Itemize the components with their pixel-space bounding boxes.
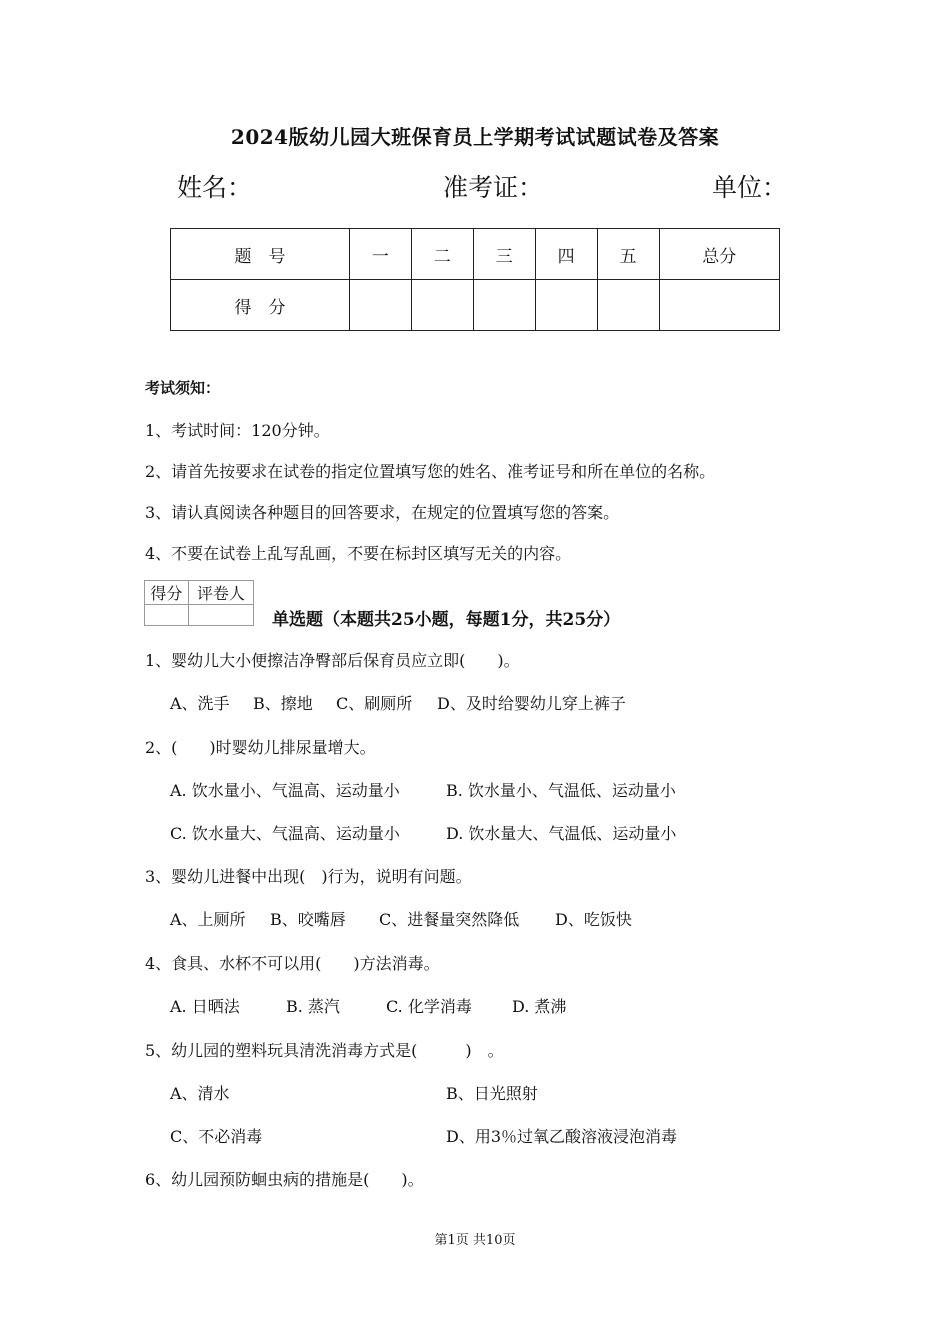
question-option: A、上厕所 — [170, 910, 246, 929]
score-header-5: 五 — [597, 229, 659, 280]
exam-id-field-label: 准考证： — [443, 173, 544, 202]
question-option: D. 煮沸 — [512, 997, 567, 1016]
section-title: 单选题（本题共25小题，每题1分，共25分） — [272, 610, 621, 630]
question-option: A、清水 — [170, 1084, 230, 1103]
note-item: 4、不要在试卷上乱写乱画，不要在标封区填写无关的内容。 — [145, 544, 572, 563]
name-field-label: 姓名： — [177, 173, 253, 202]
grader-name-cell — [188, 605, 253, 626]
question-option: A. 饮水量小、气温高、运动量小 — [170, 781, 400, 800]
score-cell — [597, 280, 659, 331]
question-option: C、刷厕所 — [336, 694, 413, 713]
score-header-label: 题 号 — [171, 229, 350, 280]
question-option: C、进餐量突然降低 — [379, 910, 520, 929]
unit-field-label: 单位： — [712, 173, 788, 202]
question-option: C、不必消毒 — [170, 1127, 263, 1146]
score-cell — [411, 280, 473, 331]
score-header-2: 二 — [411, 229, 473, 280]
question-stem: 3、婴幼儿进餐中出现( )行为，说明有问题。 — [145, 867, 472, 886]
question-option: D、吃饭快 — [555, 910, 632, 929]
note-item: 1、考试时间：120分钟。 — [145, 421, 330, 440]
question-option: B、擦地 — [253, 694, 313, 713]
question-stem: 4、食具、水杯不可以用( )方法消毒。 — [145, 954, 440, 973]
score-header-1: 一 — [349, 229, 411, 280]
question-option: C. 饮水量大、气温高、运动量小 — [170, 824, 400, 843]
score-table — [170, 228, 780, 331]
score-table-header-row — [171, 229, 780, 280]
score-table-score-row — [171, 280, 780, 331]
grader-box — [144, 580, 254, 626]
note-item: 2、请首先按要求在试卷的指定位置填写您的姓名、准考证号和所在单位的名称。 — [145, 462, 716, 481]
question-option: B、咬嘴唇 — [270, 910, 346, 929]
score-cell — [473, 280, 535, 331]
question-stem: 1、婴幼儿大小便擦洁净臀部后保育员应立即( )。 — [145, 651, 520, 670]
grader-score-cell — [145, 605, 189, 626]
question-stem: 6、幼儿园预防蛔虫病的措施是( )。 — [145, 1170, 424, 1189]
grader-score-label: 得分 — [145, 581, 189, 605]
question-option: C. 化学消毒 — [386, 997, 472, 1016]
score-header-3: 三 — [473, 229, 535, 280]
score-row-label: 得 分 — [171, 280, 350, 331]
question-option: B、日光照射 — [446, 1084, 538, 1103]
question-option: B. 饮水量小、气温低、运动量小 — [446, 781, 676, 800]
grader-name-label: 评卷人 — [188, 581, 253, 605]
question-option: D、用3％过氧乙酸溶液浸泡消毒 — [446, 1127, 678, 1146]
page-footer: 第1页 共10页 — [434, 1233, 516, 1248]
question-stem: 5、幼儿园的塑料玩具清洗消毒方式是( ) 。 — [145, 1041, 504, 1060]
score-cell — [659, 280, 779, 331]
score-cell — [349, 280, 411, 331]
note-item: 3、请认真阅读各种题目的回答要求，在规定的位置填写您的答案。 — [145, 503, 620, 522]
question-option: D、及时给婴幼儿穿上裤子 — [437, 694, 626, 713]
question-stem: 2、( )时婴幼儿排尿量增大。 — [145, 738, 376, 757]
question-option: B. 蒸汽 — [286, 997, 340, 1016]
exam-title: 2024版幼儿园大班保育员上学期考试试题试卷及答案 — [230, 125, 720, 149]
score-cell — [535, 280, 597, 331]
score-header-total: 总分 — [659, 229, 779, 280]
question-option: A、洗手 — [170, 694, 230, 713]
question-option: A. 日晒法 — [170, 997, 240, 1016]
notes-heading: 考试须知： — [145, 379, 221, 397]
score-header-4: 四 — [535, 229, 597, 280]
question-option: D. 饮水量大、气温低、运动量小 — [446, 824, 677, 843]
